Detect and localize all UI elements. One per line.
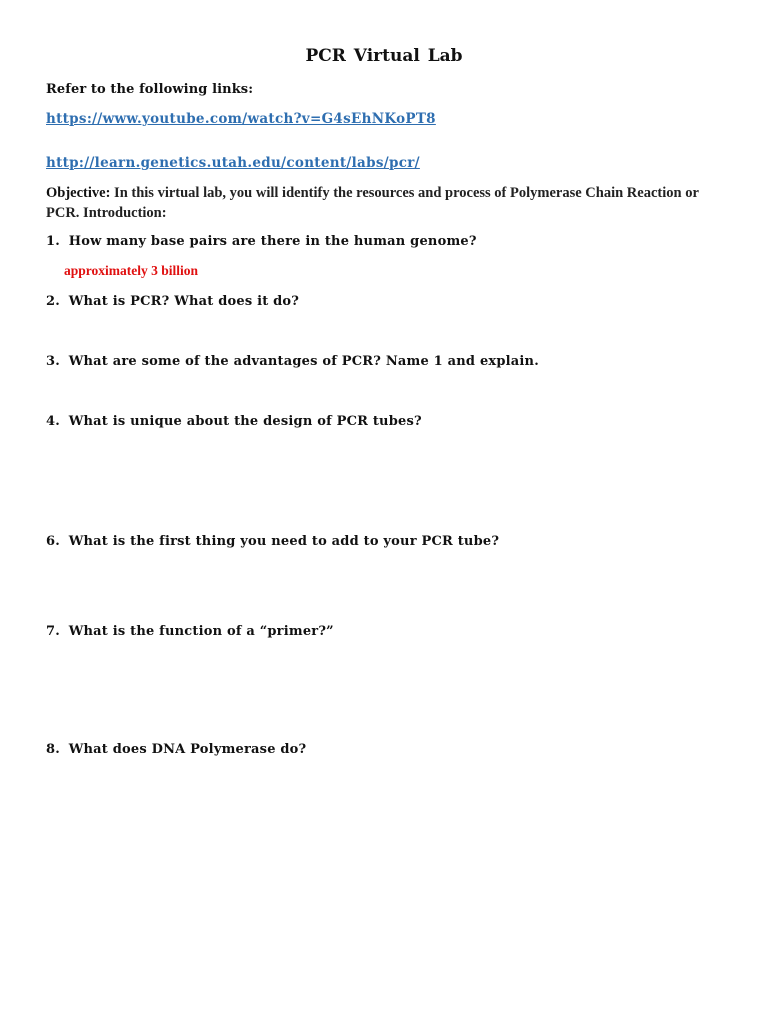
question-number: 6. [46, 534, 60, 549]
objective-label: Objective: [46, 185, 111, 201]
question-number: 3. [46, 354, 60, 369]
links-intro: Refer to the following links: [46, 82, 254, 97]
question-6 [46, 534, 499, 549]
question-text: What does DNA Polymerase do? [68, 742, 307, 757]
question-number: 7. [46, 624, 60, 639]
question-number: 4. [46, 414, 60, 429]
question-2 [46, 294, 299, 309]
question-7 [46, 624, 334, 639]
question-text: What is unique about the design of PCR tubes? [68, 414, 422, 429]
question-text: What is PCR? What does it do? [68, 294, 300, 309]
genetics-lab-link[interactable]: http://learn.genetics.utah.edu/content/labs/pcr/ [46, 155, 420, 171]
question-text: What are some of the advantages of PCR? Name 1 and explain. [68, 354, 539, 369]
question-text: What is the function of a “primer?” [68, 624, 334, 639]
question-1 [46, 234, 477, 249]
page-title: PCR Virtual Lab [305, 46, 463, 66]
youtube-link[interactable]: https://www.youtube.com/watch?v=G4sEhNKoPT8 [46, 111, 436, 127]
question-number: 1. [46, 234, 60, 249]
objective-paragraph [46, 183, 726, 223]
question-4 [46, 414, 422, 429]
answer-1: approximately 3 billion [64, 263, 199, 278]
objective-text: In this virtual lab, you will identify the resources and process of Polymerase Chain Reaction or PCR. Introduction: [46, 185, 699, 221]
question-3 [46, 354, 539, 369]
question-text: How many base pairs are there in the human genome? [68, 234, 477, 249]
question-number: 2. [46, 294, 60, 309]
question-number: 8. [46, 742, 60, 757]
question-text: What is the first thing you need to add to your PCR tube? [68, 534, 500, 549]
question-8 [46, 742, 306, 757]
